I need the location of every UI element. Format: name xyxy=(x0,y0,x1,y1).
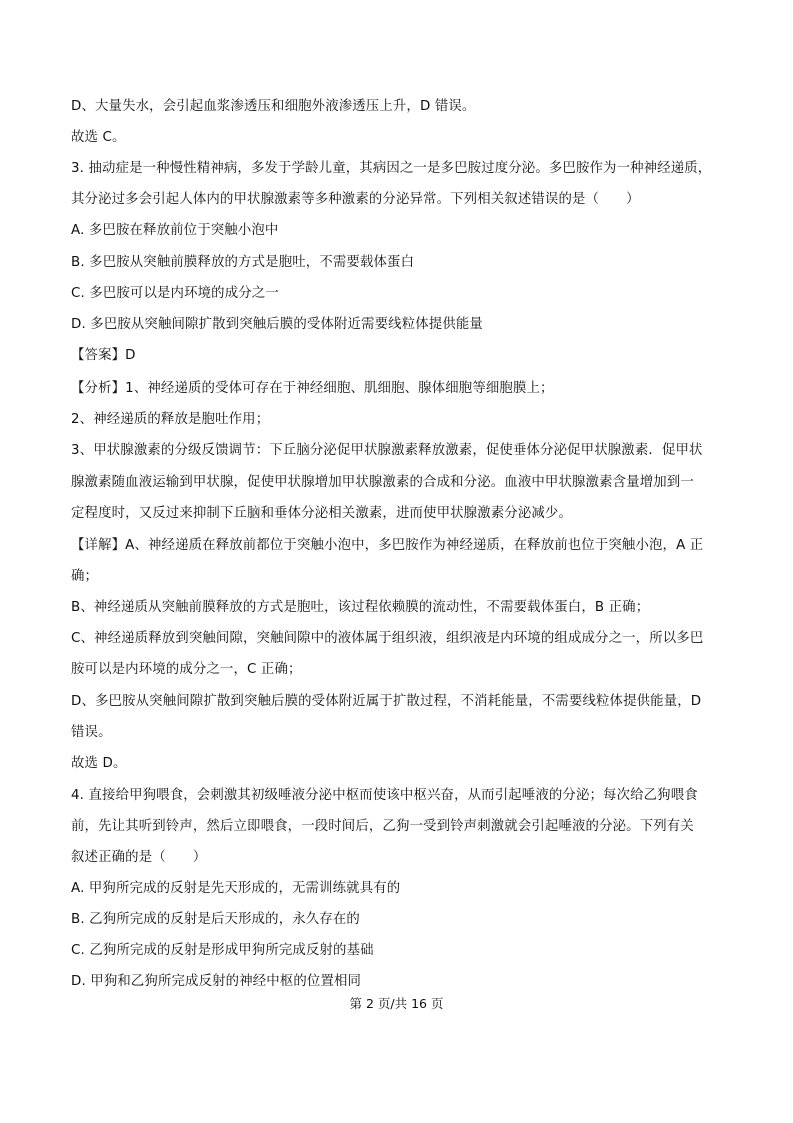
option-d: D. 甲狗和乙狗所完成反射的神经中枢的位置相同 xyxy=(71,974,362,989)
option-c: C. 多巴胺可以是内环境的成分之一 xyxy=(71,286,279,301)
explanation-line: B、神经递质从突触前膜释放的方式是胞吐，该过程依赖膜的流动性，不需要载体蛋白，B 正确； xyxy=(71,600,650,615)
analysis-line: 腺激素随血液运输到甲状腺，促使甲状腺增加甲状腺激素的合成和分泌。血液中甲状腺激素含量增加到一 xyxy=(71,475,694,490)
question-3-stem: 3. 抽动症是一种慢性精神病，多发于学龄儿童，其病因之一是多巴胺过度分泌。多巴胺作为一种神经递质， xyxy=(71,161,712,176)
option-c: C. 乙狗所完成的反射是形成甲狗所完成反射的基础 xyxy=(71,943,374,958)
text-line: 故选 D。 xyxy=(71,756,127,771)
option-a: A. 甲狗所完成的反射是先天形成的，无需训练就具有的 xyxy=(71,881,401,896)
analysis-line: 3、甲状腺激素的分级反馈调节：下丘脑分泌促甲状腺激素释放激素，促使垂体分泌促甲状腺激素．促甲状 xyxy=(71,443,703,458)
question-4-stem: 前，先让其听到铃声，然后立即喂食，一段时间后，乙狗一受到铃声刺激就会引起唾液的分泌。下列有关 xyxy=(71,819,694,834)
question-4-stem: 4. 直接给甲狗喂食，会刺激其初级唾液分泌中枢而使该中枢兴奋，从而引起唾液的分泌；每次给乙狗喂食 xyxy=(71,788,698,803)
explanation-line: C、神经递质释放到突触间隙，突触间隙中的液体属于组织液，组织液是内环境的组成成分之一，所以多巴 xyxy=(71,631,704,646)
explanation-line: 【详解】A、神经递质在释放前都位于突触小泡中，多巴胺作为神经递质，在释放前也位于突触小泡，A 正 xyxy=(71,538,704,553)
page-number-footer: 第 2 页/共 16 页 xyxy=(349,996,444,1011)
analysis-line: 【分析】1、神经递质的受体可存在于神经细胞、肌细胞、腺体细胞等细胞膜上； xyxy=(71,381,554,396)
answer-line: 【答案】D xyxy=(71,348,136,363)
option-a: A. 多巴胺在释放前位于突触小泡中 xyxy=(71,223,279,238)
text-line: D、大量失水，会引起血浆渗透压和细胞外液渗透压上升，D 错误。 xyxy=(71,99,476,114)
option-b: B. 乙狗所完成的反射是后天形成的，永久存在的 xyxy=(71,912,360,927)
explanation-line: D、多巴胺从突触间隙扩散到突触后膜的受体附近属于扩散过程，不消耗能量，不需要线粒体提供能量，D xyxy=(71,694,702,709)
option-b: B. 多巴胺从突触前膜释放的方式是胞吐，不需要载体蛋白 xyxy=(71,255,415,270)
analysis-line: 定程度时，又反过来抑制下丘脑和垂体分泌相关激素，进而使甲状腺激素分泌减少。 xyxy=(71,506,573,521)
question-4-stem: 叙述正确的是（ ） xyxy=(71,850,207,865)
explanation-line: 错误。 xyxy=(71,725,112,740)
option-d: D. 多巴胺从突触间隙扩散到突触后膜的受体附近需要线粒体提供能量 xyxy=(71,317,483,332)
text-line: 故选 C。 xyxy=(71,130,126,145)
explanation-line: 确； xyxy=(71,569,99,584)
question-3-stem: 其分泌过多会引起人体内的甲状腺激素等多种激素的分泌异常。下列相关叙述错误的是（ ） xyxy=(71,192,640,207)
analysis-line: 2、神经递质的释放是胞吐作用； xyxy=(71,412,270,427)
explanation-line: 胺可以是内环境的成分之一，C 正确； xyxy=(71,662,302,677)
